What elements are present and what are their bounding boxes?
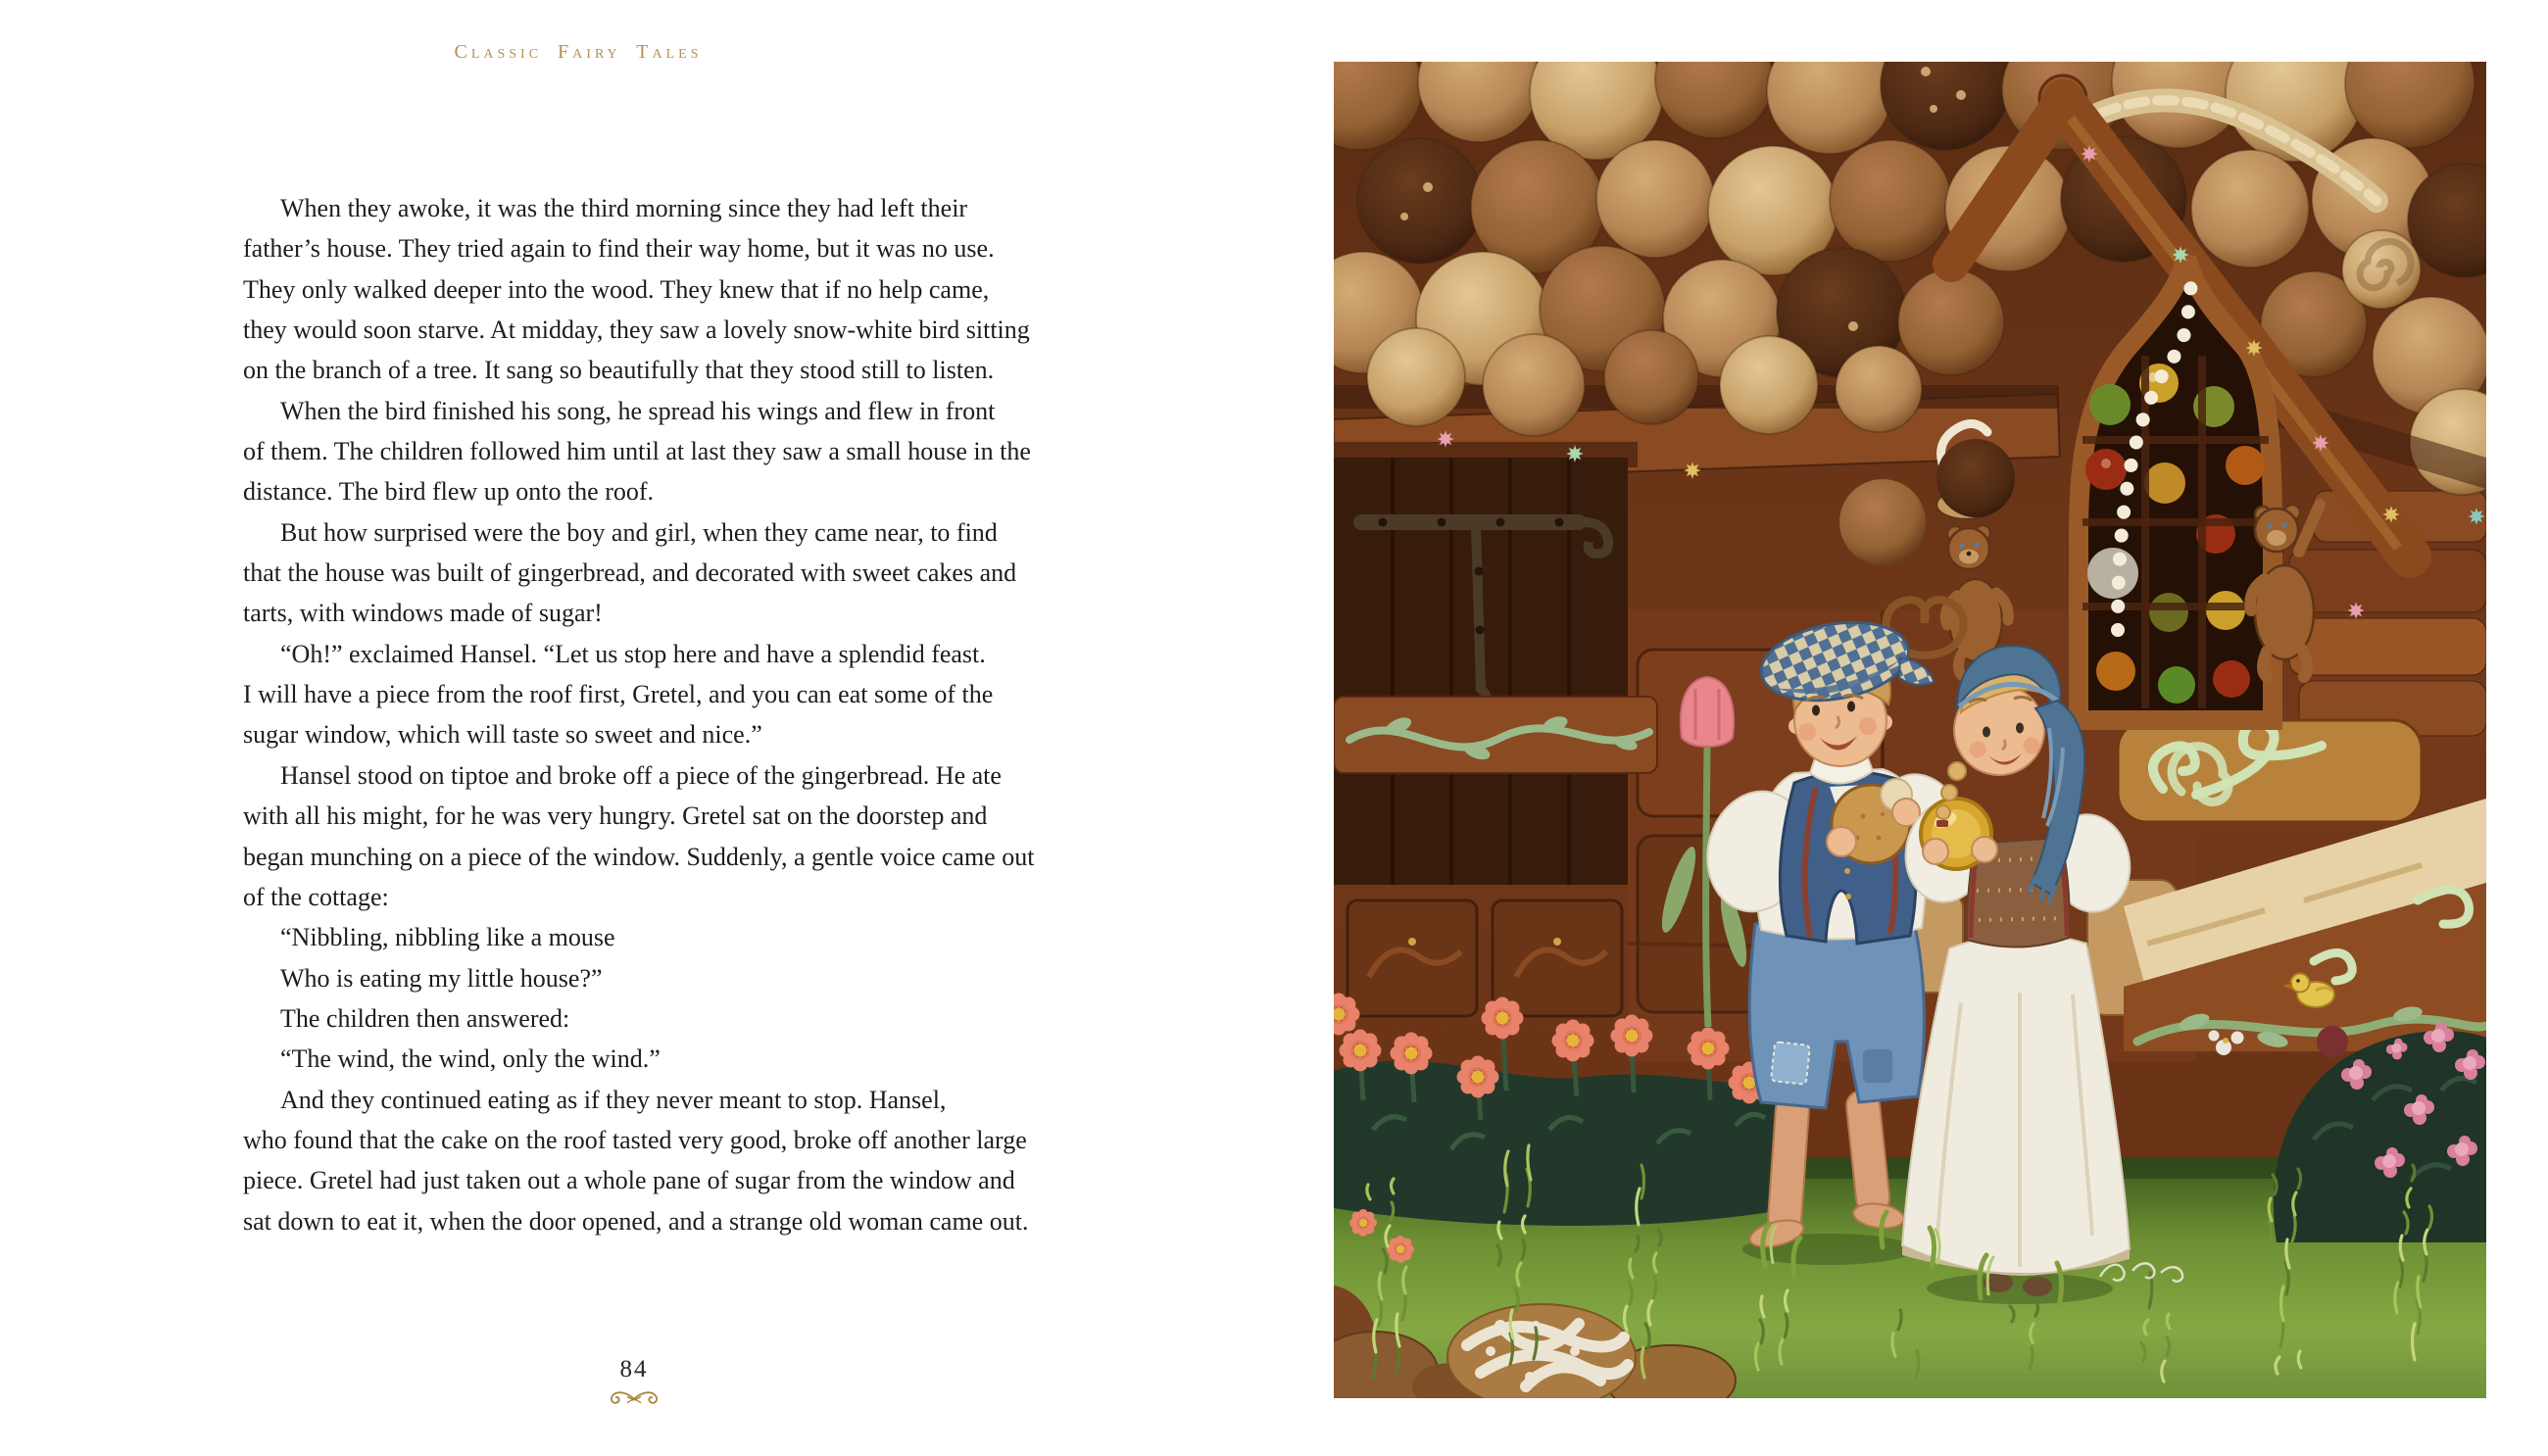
story-line: “Nibbling, nibbling like a mouse	[280, 923, 615, 952]
gingerbread-bear-right	[2250, 505, 2320, 677]
story-line: “Oh!” exclaimed Hansel. “Let us stop here and have a splendid feast.	[280, 639, 986, 668]
story-line: sat down to eat it, when the door opened, and a strange old woman came out.	[243, 1206, 1029, 1236]
story-text-block	[243, 188, 1039, 1241]
story-line: distance. The bird flew up onto the roof.	[243, 477, 655, 507]
story-line: of the cottage:	[243, 882, 389, 911]
scroll-flourish-icon	[605, 1389, 663, 1411]
story-line: sugar window, which will taste so sweet and nice.”	[243, 720, 762, 750]
story-line: they would soon starve. At midday, they saw a lovely snow-white bird sitting	[243, 315, 1030, 345]
story-line: But how surprised were the boy and girl, when they came near, to find	[280, 517, 998, 547]
story-line: Hansel stood on tiptoe and broke off a piece of the gingerbread. He ate	[280, 760, 1002, 790]
story-line: on the branch of a tree. It sang so beautifully that they stood still to listen.	[243, 356, 995, 385]
hansel-gretel-illustration	[1334, 62, 2486, 1398]
story-line: piece. Gretel had just taken out a whole pane of sugar from the window and	[243, 1166, 1015, 1195]
page-number: 84	[619, 1356, 649, 1383]
story-lines	[243, 188, 1039, 1241]
story-line: that the house was built of gingerbread, and decorated with sweet cakes and	[243, 558, 1017, 588]
story-line: They only walked deeper into the wood. They knew that if no help came,	[243, 274, 990, 304]
story-line: who found that the cake on the roof tasted very good, broke off another large	[243, 1125, 1027, 1154]
story-line: Who is eating my little house?”	[280, 963, 603, 993]
story-line: The children then answered:	[280, 1003, 570, 1033]
story-line: When the bird finished his song, he spread his wings and flew in front	[280, 396, 996, 425]
story-line: of them. The children followed him until at last they saw a small house in the	[243, 437, 1031, 466]
story-line: And they continued eating as if they never meant to stop. Hansel,	[280, 1085, 947, 1114]
running-header: Classic Fairy Tales	[454, 41, 703, 63]
chocolate-door	[1334, 442, 1638, 885]
story-line: I will have a piece from the roof first, Gretel, and you can eat some of the	[243, 680, 994, 709]
story-line: with all his might, for he was very hungry. Gretel sat on the doorstep and	[243, 801, 988, 831]
story-line: tarts, with windows made of sugar!	[243, 599, 603, 628]
story-line: When they awoke, it was the third morning since they had left their	[280, 194, 968, 222]
gretel-shadow	[1927, 1273, 2113, 1304]
story-line: father’s house. They tried again to find their way home, but it was no use.	[243, 234, 995, 264]
story-line: “The wind, the wind, only the wind.”	[280, 1044, 661, 1074]
story-line: began munching on a piece of the window. Suddenly, a gentle voice came out	[243, 842, 1035, 871]
